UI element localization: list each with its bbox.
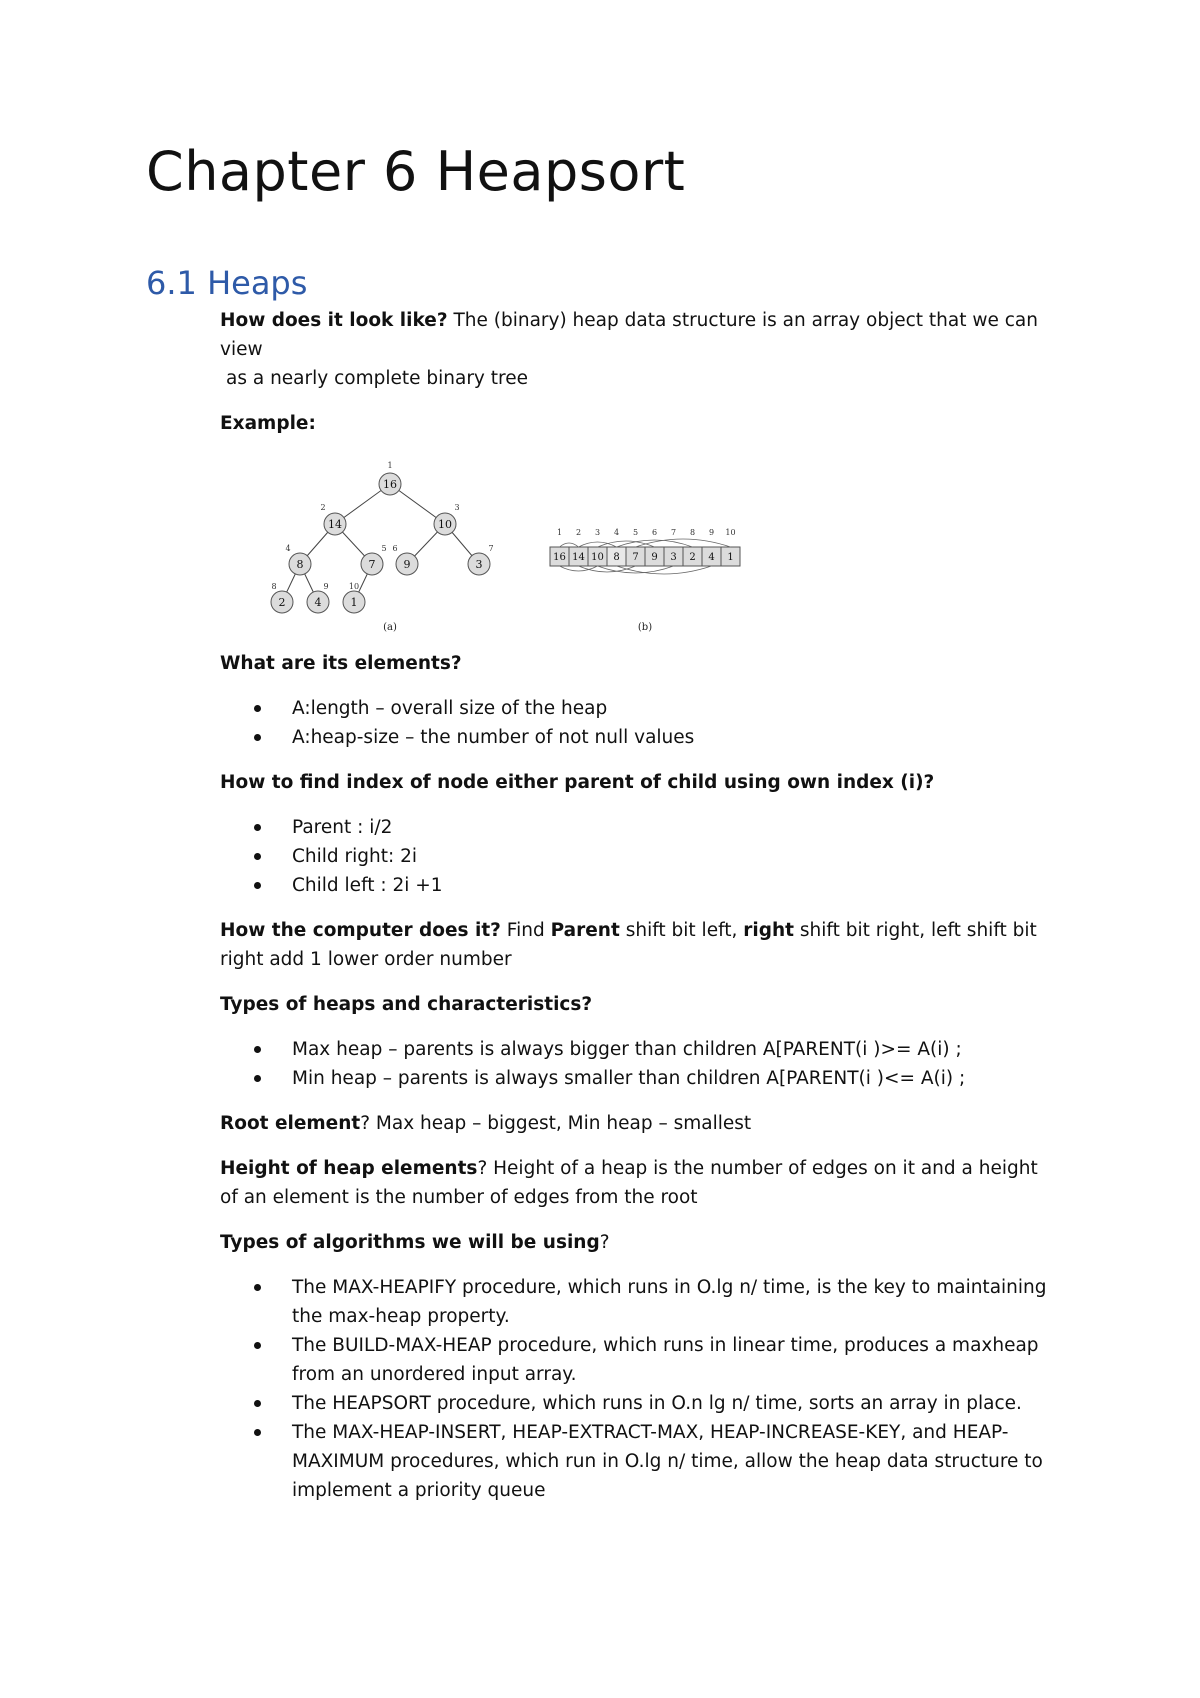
list-item	[220, 813, 1050, 842]
list-item	[220, 1273, 1050, 1331]
question-elements: What are its elements?	[220, 653, 462, 674]
array-cell-value: 8	[613, 552, 620, 563]
paragraph-q1	[220, 306, 1050, 393]
question-root: Root element	[220, 1113, 361, 1134]
tree-node-value: 2	[278, 596, 286, 609]
question-index: How to find index of node either parent of child using own index (i)?	[220, 772, 935, 793]
bullet-icon	[254, 1046, 261, 1053]
tree-node-index: 10	[348, 582, 360, 591]
paragraph-q6	[220, 1109, 1050, 1138]
question-algorithms: Types of algorithms we will be using	[220, 1232, 600, 1253]
array-cell-value: 7	[632, 552, 639, 563]
tree-node-value: 10	[438, 518, 452, 531]
array-arc	[560, 543, 579, 547]
tree-node-index: 7	[488, 544, 494, 553]
tree-node-value: 7	[368, 558, 376, 571]
tree-node-index: 4	[285, 544, 291, 553]
list-item-text: The BUILD-MAX-HEAP procedure, which runs in linear time, produces a maxheap from an unordered input array.	[292, 1335, 1039, 1385]
tree-node-index: 3	[454, 503, 460, 512]
array-index: 1	[556, 528, 563, 537]
chapter-title: Chapter 6 Heapsort	[146, 140, 686, 203]
tree-node-value: 3	[475, 558, 483, 571]
array-index: 8	[689, 528, 696, 537]
array-cell-value: 4	[708, 552, 715, 563]
bullet-icon	[254, 824, 261, 831]
array-index: 5	[632, 528, 639, 537]
bullet-icon	[254, 1429, 261, 1436]
array-index: 10	[725, 528, 736, 537]
tree-node-value: 9	[403, 558, 411, 571]
question-computer: How the computer does it?	[220, 920, 501, 941]
bullet-icon	[254, 882, 261, 889]
question-types: Types of heaps and characteristics?	[220, 994, 593, 1015]
bullet-icon	[254, 1342, 261, 1349]
array-cell-value: 3	[670, 552, 677, 563]
tree-node-value: 4	[314, 596, 322, 609]
array-index: 9	[708, 528, 715, 537]
tree-node-value: 8	[296, 558, 304, 571]
list-item-text: The HEAPSORT procedure, which runs in O.n lg n/ time, sorts an array in place.	[292, 1393, 1022, 1414]
list-item	[220, 1418, 1050, 1505]
list-item-text: Child right: 2i	[292, 846, 418, 867]
question-height: Height of heap elements	[220, 1158, 478, 1179]
answer-computer-2: shift bit left,	[619, 920, 744, 941]
array-cell-value: 2	[689, 552, 696, 563]
list-item	[220, 694, 1050, 723]
array-cell-value: 16	[553, 552, 566, 563]
array-cell-value: 9	[651, 552, 658, 563]
index-list	[220, 813, 1050, 900]
elements-list	[220, 694, 1050, 752]
algorithms-list	[220, 1273, 1050, 1505]
bullet-icon	[254, 734, 261, 741]
list-item	[220, 871, 1050, 900]
paragraph-q7	[220, 1154, 1050, 1212]
answer-look-cont: as a nearly complete binary tree	[226, 368, 528, 389]
list-item-text: The MAX-HEAP-INSERT, HEAP-EXTRACT-MAX, HEAP-INCREASE-KEY, and HEAP-MAXIMUM procedures, which run in O.lg n/ time, allow the heap data structure to implement a priority queue	[292, 1422, 1043, 1501]
paragraph-q8	[220, 1228, 1050, 1257]
heap-figure	[220, 454, 1050, 639]
bullet-icon	[254, 853, 261, 860]
array-index: 3	[594, 528, 601, 537]
caption-a: (a)	[383, 622, 397, 633]
list-item	[220, 1389, 1050, 1418]
list-item-text: A:heap-size – the number of not null values	[292, 727, 695, 748]
answer-root: ? Max heap – biggest, Min heap – smallest	[360, 1113, 752, 1134]
section-body	[220, 306, 1050, 1521]
list-item-text: Min heap – parents is always smaller than children A[PARENT(i )<= A(i) ;	[292, 1068, 966, 1089]
list-item	[220, 1331, 1050, 1389]
bullet-icon	[254, 1400, 261, 1407]
caption-b: (b)	[637, 622, 653, 633]
array-cell-value: 1	[727, 552, 734, 563]
answer-look: The (binary) heap data structure is an array object that we can view	[220, 310, 1038, 360]
array-index: 7	[670, 528, 677, 537]
list-item-text: Max heap – parents is always bigger than children A[PARENT(i )>= A(i) ;	[292, 1039, 962, 1060]
list-item	[220, 1035, 1050, 1064]
list-item-text: The MAX-HEAPIFY procedure, which runs in O.lg n/ time, is the key to maintaining the max-heap property.	[292, 1277, 1047, 1327]
list-item-text: A:length – overall size of the heap	[292, 698, 608, 719]
question-look: How does it look like?	[220, 310, 448, 331]
types-list	[220, 1035, 1050, 1093]
question-algorithms-suffix: ?	[599, 1232, 610, 1253]
tree-node-value: 1	[350, 596, 358, 609]
list-item	[220, 1064, 1050, 1093]
tree-node-index: 5	[381, 544, 387, 553]
bullet-icon	[254, 705, 261, 712]
tree-node-value: 16	[383, 478, 397, 491]
bullet-icon	[254, 1075, 261, 1082]
tree-node-index: 1	[387, 461, 393, 470]
section-heading: 6.1 Heaps	[146, 264, 308, 302]
tree-node-index: 6	[392, 544, 398, 553]
answer-height: ? Height of a heap is the number of edges on it and a height of an element is the number of edges from the root	[220, 1158, 1038, 1208]
answer-computer-1: Find	[500, 920, 551, 941]
list-item	[220, 842, 1050, 871]
bullet-icon	[254, 1284, 261, 1291]
tree-node-index: 8	[271, 582, 277, 591]
tree-node-index: 9	[323, 582, 329, 591]
answer-computer-bold-1: Parent	[550, 920, 620, 941]
paragraph-q4	[220, 916, 1050, 974]
list-item-text: Parent : i/2	[292, 817, 393, 838]
array-cell-value: 10	[591, 552, 604, 563]
array-index: 2	[575, 528, 582, 537]
array-index: 4	[613, 528, 620, 537]
answer-computer-bold-2: right	[743, 920, 795, 941]
tree-node-value: 14	[328, 518, 342, 531]
answer-computer-3: shift bit right, left shift bit right add 1 lower order number	[220, 920, 1037, 970]
list-item-text: Child left : 2i +1	[292, 875, 443, 896]
example-label: Example:	[220, 413, 316, 434]
array-index: 6	[651, 528, 658, 537]
list-item	[220, 723, 1050, 752]
array-cell-value: 14	[572, 552, 585, 563]
tree-node-index: 2	[320, 503, 326, 512]
heap-figure-svg	[250, 454, 770, 634]
